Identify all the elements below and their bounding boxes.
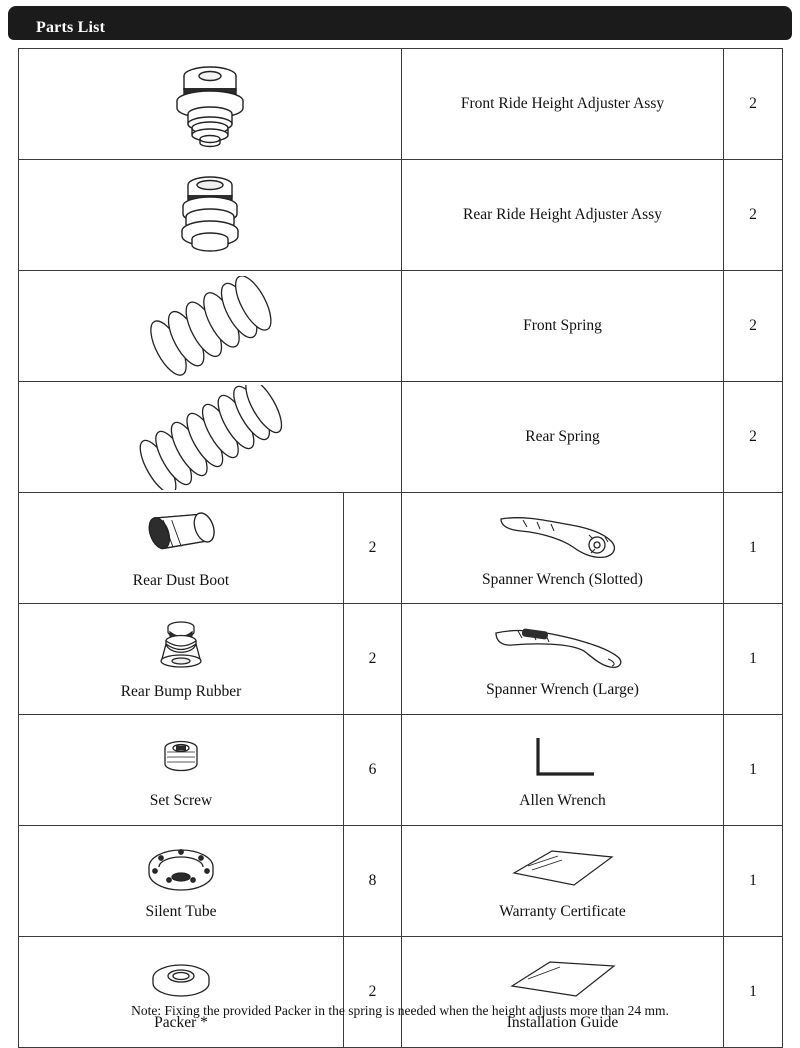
part-quantity: 6: [344, 715, 402, 826]
part-quantity: 2: [344, 604, 402, 715]
rear-bump-rubber-icon: [136, 617, 226, 679]
part-label: Rear Bump Rubber: [120, 683, 242, 700]
spanner-wrench-large-icon: [488, 619, 638, 677]
part-quantity: 1: [724, 937, 783, 1048]
part-label: Spanner Wrench (Slotted): [482, 571, 643, 588]
part-name: Rear Ride Height Adjuster Assy: [402, 160, 724, 271]
table-row: [19, 715, 783, 826]
part-quantity: 1: [724, 604, 783, 715]
allen-wrench-icon: [508, 730, 618, 788]
part-image-cell: [19, 271, 402, 382]
rear-dust-boot-icon: [126, 506, 236, 568]
table-row: [19, 826, 783, 937]
table-row: [19, 49, 783, 160]
part-name: Rear Spring: [402, 382, 724, 493]
set-screw-icon: [146, 730, 216, 788]
part-image-cell: [19, 160, 402, 271]
part-label: Rear Dust Boot: [132, 572, 230, 589]
part-image-cell: [19, 382, 402, 493]
part-label: Silent Tube: [145, 903, 217, 920]
packer-icon: [136, 952, 226, 1010]
part-image-cell: [19, 826, 344, 937]
rear-ride-height-adjuster-icon: [145, 165, 275, 265]
part-image-cell: [19, 49, 402, 160]
part-label: Set Screw: [149, 792, 213, 809]
part-quantity: 2: [344, 493, 402, 604]
part-quantity: 2: [724, 160, 783, 271]
installation-guide-icon: [498, 952, 628, 1010]
part-image-cell: [19, 604, 344, 715]
part-image-cell: [402, 937, 724, 1048]
table-row: [19, 604, 783, 715]
table-row: [19, 493, 783, 604]
silent-tube-icon: [131, 841, 231, 899]
table-row: [19, 271, 783, 382]
part-image-cell: [402, 715, 724, 826]
part-image-cell: [19, 937, 344, 1048]
warranty-certificate-icon: [498, 841, 628, 899]
part-quantity: 2: [724, 271, 783, 382]
footer-note: Note: Fixing the provided Packer in the spring is needed when the height adjusts more than 24 mm.: [131, 1003, 669, 1018]
part-name: Front Ride Height Adjuster Assy: [402, 49, 724, 160]
rear-spring-icon: [110, 385, 310, 490]
part-name: Front Spring: [402, 271, 724, 382]
table-row: [19, 382, 783, 493]
part-label: Spanner Wrench (Large): [486, 681, 639, 698]
parts-table: [18, 48, 783, 1048]
part-quantity: 2: [724, 382, 783, 493]
part-quantity: 8: [344, 826, 402, 937]
header-bar: [8, 6, 792, 40]
part-image-cell: [19, 493, 344, 604]
part-quantity: 2: [344, 937, 402, 1048]
part-label: Allen Wrench: [519, 792, 606, 809]
part-quantity: 2: [724, 49, 783, 160]
front-ride-height-adjuster-icon: [145, 54, 275, 154]
table-row: [19, 937, 783, 1048]
spanner-wrench-slotted-icon: [493, 507, 633, 567]
part-image-cell: [402, 604, 724, 715]
part-label: Installation Guide: [506, 1014, 619, 1031]
page-title: Parts List: [36, 19, 106, 36]
part-label: Warranty Certificate: [499, 903, 626, 920]
part-quantity: 1: [724, 826, 783, 937]
part-image-cell: [19, 715, 344, 826]
table-row: [19, 160, 783, 271]
part-quantity: 1: [724, 493, 783, 604]
part-label: Packer *: [154, 1014, 208, 1031]
front-spring-icon: [115, 276, 305, 376]
part-image-cell: [402, 826, 724, 937]
part-image-cell: [402, 493, 724, 604]
part-quantity: 1: [724, 715, 783, 826]
